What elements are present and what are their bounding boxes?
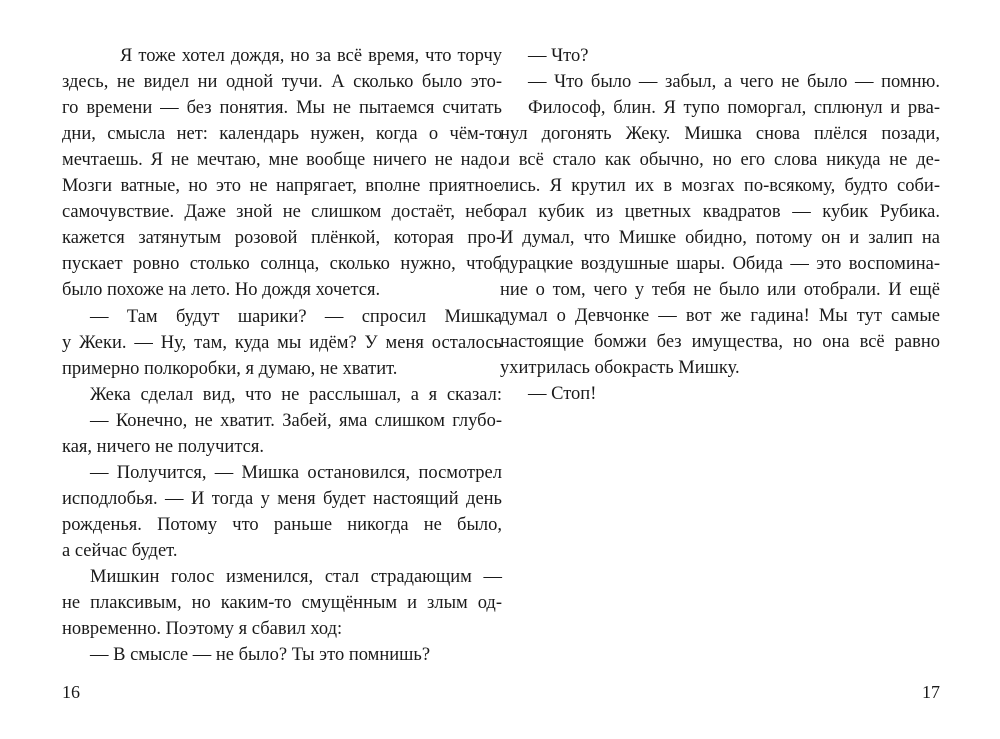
text-line: — Конечно, не хватит. Забей, яма слишком глубо-: [90, 411, 502, 431]
text-line: и всё стало как обычно, но его слова никуда не де-: [500, 150, 940, 170]
text-line: мечтаешь. Я не мечтаю, мне вообще ничего не надо.: [62, 150, 502, 170]
page-number-left: 16: [62, 682, 80, 702]
text-line: Жека сделал вид, что не расслышал, а я сказал:: [90, 385, 502, 405]
text-line: а сейчас будет.: [62, 541, 178, 561]
text-line: здесь, не видел ни одной тучи. А сколько было это-: [62, 72, 502, 92]
text-line: думал о Девчонке — вот же гадина! Мы тут самые: [500, 306, 940, 326]
text-line: Мишкин голос изменился, стал страдающим —: [90, 567, 502, 587]
text-line: лись. Я крутил их в мозгах по-всякому, будто соби-: [500, 176, 940, 196]
text-line: ухитрилась обокрасть Мишку.: [500, 358, 740, 378]
text-line: Философ, блин. Я тупо поморгал, сплюнул и рва-: [528, 98, 940, 118]
text-line: примерно полкоробки, я думаю, не хватит.: [62, 359, 398, 379]
text-line: ние о том, чего у тебя не было или отобрали. И ещё: [500, 280, 940, 300]
text-line: — Что было — забыл, а чего не было — помню.: [528, 72, 940, 92]
text-line: не плаксивым, но каким-то смущённым и злым од-: [62, 593, 502, 613]
text-line: настоящие бомжи без имущества, но она всё равно: [500, 332, 940, 352]
text-line: пускает ровно столько солнца, сколько нужно, чтоб: [62, 254, 502, 274]
text-line: — Что?: [528, 46, 589, 66]
text-line: было похоже на лето. Но дождя хочется.: [62, 280, 381, 300]
text-line: дурацкие воздушные шары. Обида — это воспомина-: [500, 254, 940, 274]
text-line: го времени — без понятия. Мы не пытаемся считать: [62, 98, 502, 118]
text-line: Мозги ватные, но это не напрягает, вполне приятное: [62, 176, 502, 196]
left-page: [62, 0, 502, 739]
text-line: Я тоже хотел дождя, но за всё время, что торчу: [120, 46, 502, 66]
text-line: новременно. Поэтому я сбавил ход:: [62, 619, 343, 639]
text-line: дни, смысла нет: календарь нужен, когда о чём-то: [62, 124, 502, 144]
text-line: кажется затянутым розовой плёнкой, которая про-: [62, 228, 502, 248]
text-line: — В смысле — не было? Ты это помнишь?: [90, 645, 431, 665]
text-line: кая, ничего не получится.: [62, 437, 264, 457]
text-line: — Там будут шарики? — спросил Мишка: [90, 307, 502, 327]
right-page: [500, 0, 940, 739]
text-line: нул догонять Жеку. Мишка снова плёлся позади,: [500, 124, 940, 144]
text-line: И думал, что Мишке обидно, потому он и залип на: [500, 228, 940, 248]
text-line: у Жеки. — Ну, там, куда мы идём? У меня осталось: [62, 333, 502, 353]
text-line: исподлобья. — И тогда у меня будет настоящий день: [62, 489, 502, 509]
text-line: — Стоп!: [528, 384, 597, 404]
text-line: самочувствие. Даже зной не слишком достаёт, небо: [62, 202, 502, 222]
text-line: рал кубик из цветных квадратов — кубик Рубика.: [500, 202, 940, 222]
page-number-right: 17: [922, 682, 940, 702]
text-line: — Получится, — Мишка остановился, посмотрел: [90, 463, 502, 483]
text-line: рожденья. Потому что раньше никогда не было,: [62, 515, 502, 535]
